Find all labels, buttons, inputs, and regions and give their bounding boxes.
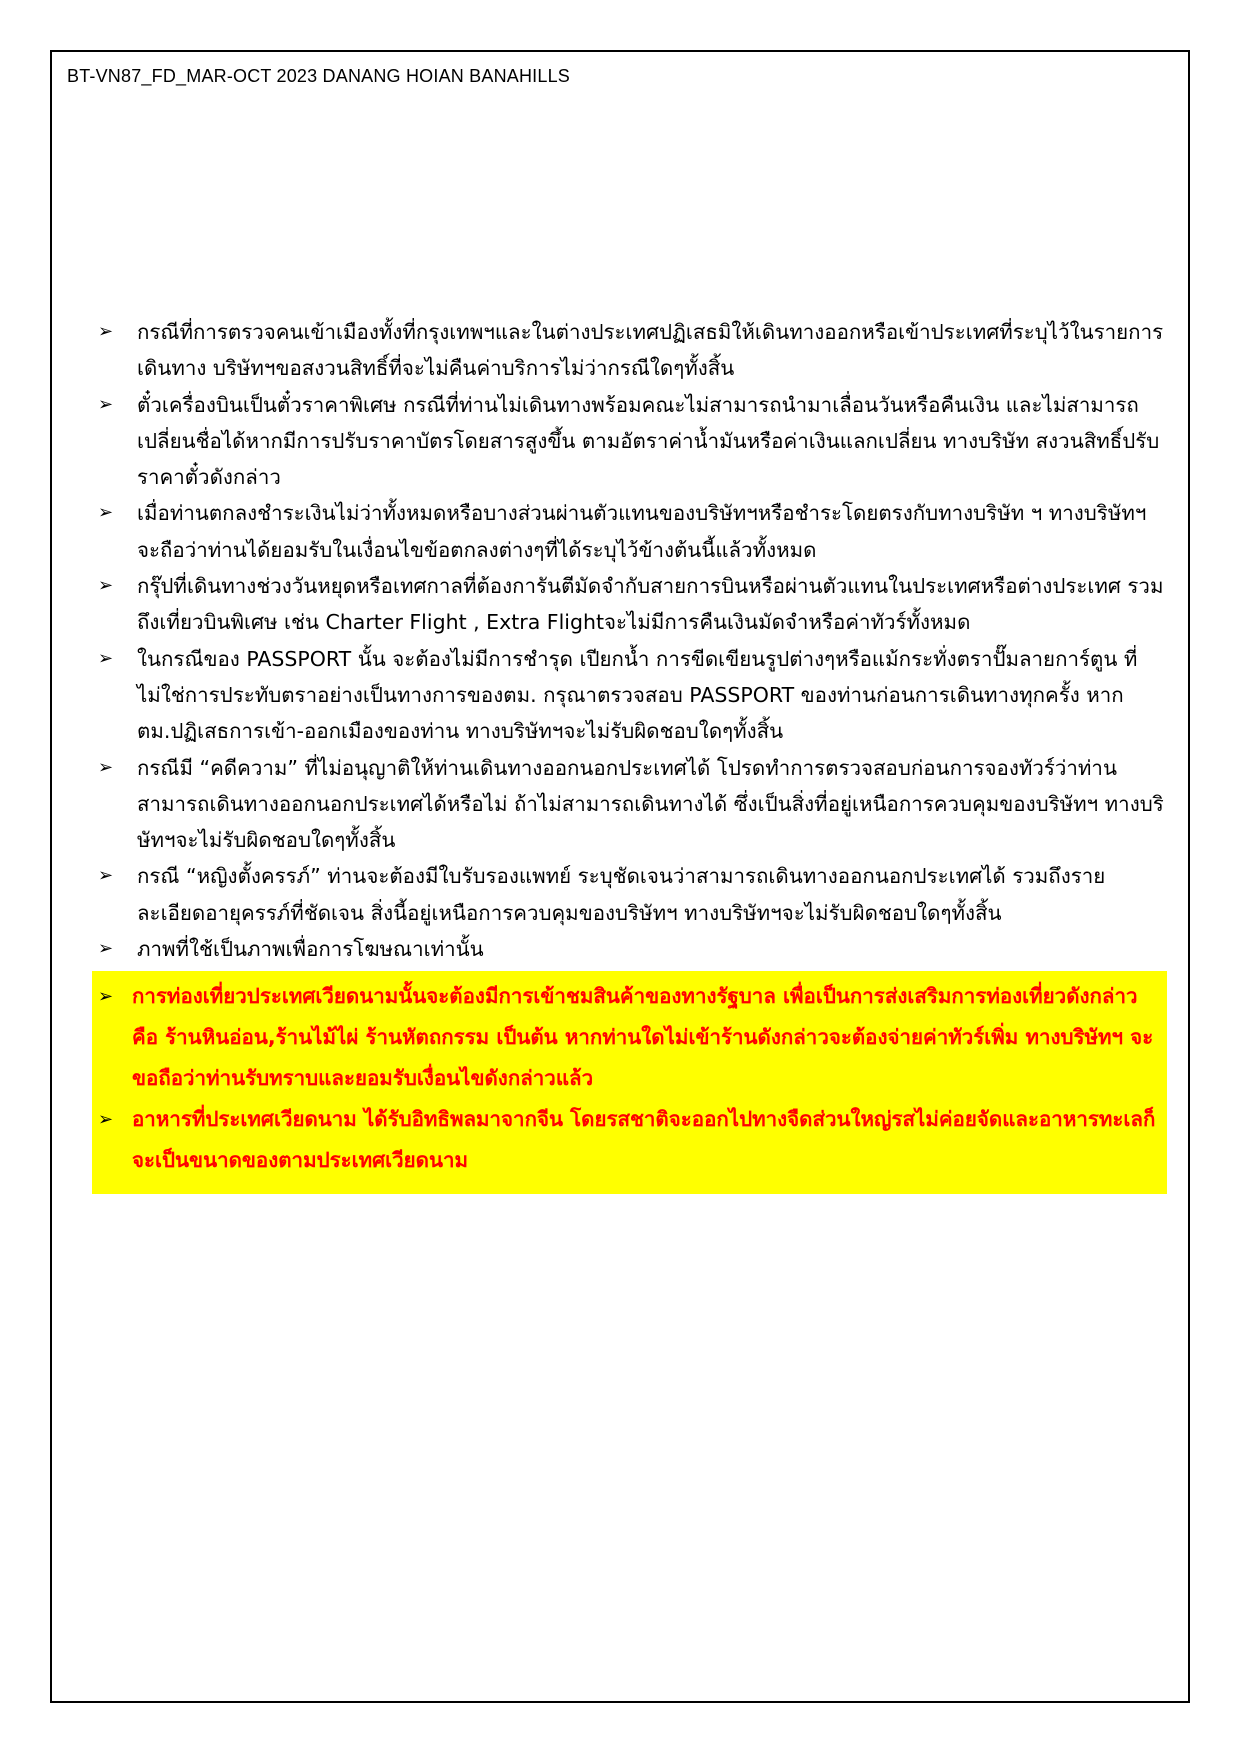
highlighted-note-text: การท่องเที่ยวประเทศเวียดนามนั้นจะต้องมีการเข้าชมสินค้าของทางรัฐบาล เพื่อเป็นการส่งเสริมการท่องเที่ยวดังกล่าว คือ ร้านหินอ่อน,ร้านไม้ไผ่ ร้านหัตถกรรม เป็นต้น หากท่านใดไม่เข้าร้านดังกล่าวจะต้องจ่ายค่าทัวร์เพิ่ม ทางบริษัทฯ จะขอถือว่าท่านรับทราบและยอมรับเงื่อนไขดังกล่าวแล้ว — [132, 984, 1154, 1091]
page-frame — [50, 50, 1190, 1703]
arrow-bullet-icon: ➢ — [98, 321, 114, 342]
arrow-bullet-icon: ➢ — [98, 756, 114, 778]
highlighted-note-text: อาหารที่ประเทศเวียดนาม ได้รับอิทธิพลมาจากจีน โดยรสชาติจะออกไปทางจืดส่วนใหญ่รสไม่ค่อยจัดและอาหารทะเลก็จะเป็นขนาดของตามประเทศเวียดนาม — [132, 1107, 1156, 1173]
highlighted-list-item — [92, 1099, 1167, 1181]
arrow-bullet-icon: ➢ — [98, 1109, 114, 1131]
arrow-bullet-icon: ➢ — [98, 393, 114, 415]
note-text: ภาพที่ใช้เป็นภาพเพื่อการโฆษณาเท่านั้น — [137, 937, 484, 962]
list-item — [92, 495, 1167, 568]
note-text: ในกรณีของ PASSPORT นั้น จะต้องไม่มีการชำรุด เปียกน้ำ การขีดเขียนรูปต่างๆหรือแม้กระทั่งตราปั๊มลายการ์ตูน ที่ไม่ใช่การประทับตราอย่างเป็นทางการของตม. กรุณาตรวจสอบ PASSPORT ของท่านก่อนการเดินทางทุกครั้ง หาก ตม.ปฏิเสธการเข้า-ออกเมืองของท่าน ทางบริษัทฯจะไม่รับผิดชอบใดๆทั้งสิ้น — [137, 646, 1138, 744]
arrow-bullet-icon: ➢ — [98, 865, 114, 887]
note-text: ตั๋วเครื่องบินเป็นตั๋วราคาพิเศษ กรณีที่ท่านไม่เดินทางพร้อมคณะไม่สามารถนำมาเลื่อนวันหรือคืนเงิน และไม่สามารถเปลี่ยนชื่อได้หากมีการปรับราคาบัตรโดยสารสูงขึ้น ตามอัตราค่าน้ำมันหรือค่าเงินแลกเปลี่ยน ทางบริษัท สงวนสิทธิ์ปรับราคาตั๋วดังกล่าว — [137, 392, 1160, 490]
arrow-bullet-icon: ➢ — [98, 986, 114, 1008]
highlighted-notes-block — [92, 971, 1167, 1194]
arrow-bullet-icon: ➢ — [98, 938, 114, 960]
note-text: กรณีที่การตรวจคนเข้าเมืองทั้งที่กรุงเทพฯและในต่างประเทศปฏิเสธมิให้เดินทางออกหรือเข้าประเทศที่ระบุไว้ในรายการเดินทาง บริษัทฯขอสงวนสิทธิ์ที่จะไม่คืนค่าบริการไม่ว่ากรณีใดๆทั้งสิ้น — [137, 320, 1164, 381]
arrow-bullet-icon: ➢ — [98, 575, 114, 597]
list-item — [92, 858, 1167, 931]
arrow-bullet-icon: ➢ — [98, 647, 114, 669]
note-text: เมื่อท่านตกลงชำระเงินไม่ว่าทั้งหมดหรือบางส่วนผ่านตัวแทนของบริษัทฯหรือชำระโดยตรงกับทางบริษัท ฯ ทางบริษัทฯจะถือว่าท่านได้ยอมรับในเงื่อนไขข้อตกลงต่างๆที่ได้ระบุไว้ข้างต้นนี้แล้วทั้งหมด — [137, 501, 1147, 562]
list-item — [92, 931, 1167, 967]
note-text: กรุ๊ปที่เดินทางช่วงวันหยุดหรือเทศกาลที่ต้องการันตีมัดจำกับสายการบินหรือผ่านตัวแทนในประเทศหรือต่างประเทศ รวมถึงเที่ยวบินพิเศษ เช่น Charter Flight , Extra Flightจะไม่มีการคืนเงินมัดจำหรือค่าทัวร์ทั้งหมด — [137, 574, 1164, 635]
list-item — [92, 314, 1167, 387]
list-item — [92, 387, 1167, 496]
note-text: กรณีมี “คดีความ” ที่ไม่อนุญาติให้ท่านเดินทางออกนอกประเทศได้ โปรดทำการตรวจสอบก่อนการจองทัวร์ว่าท่านสามารถเดินทางออกนอกประเทศได้หรือไม่ ถ้าไม่สามารถเดินทางได้ ซึ่งเป็นสิ่งที่อยู่เหนือการควบคุมของบริษัทฯ ทางบริษัทฯจะไม่รับผิดชอบใดๆทั้งสิ้น — [137, 755, 1164, 853]
list-item — [92, 568, 1167, 641]
document-header-code: BT-VN87_FD_MAR-OCT 2023 DANANG HOIAN BANAHILLS — [67, 66, 571, 86]
highlighted-list-item — [92, 976, 1167, 1099]
terms-list — [92, 314, 1167, 1194]
list-item — [92, 641, 1167, 750]
note-text: กรณี “หญิงตั้งครรภ์” ท่านจะต้องมีใบรับรองแพทย์ ระบุชัดเจนว่าสามารถเดินทางออกนอกประเทศได้ รวมถึงรายละเอียดอายุครรภ์ที่ชัดเจน สิ่งนี้อยู่เหนือการควบคุมของบริษัทฯ ทางบริษัทฯจะไม่รับผิดชอบใดๆทั้งสิ้น — [137, 864, 1106, 925]
list-item — [92, 750, 1167, 859]
arrow-bullet-icon: ➢ — [98, 502, 114, 524]
